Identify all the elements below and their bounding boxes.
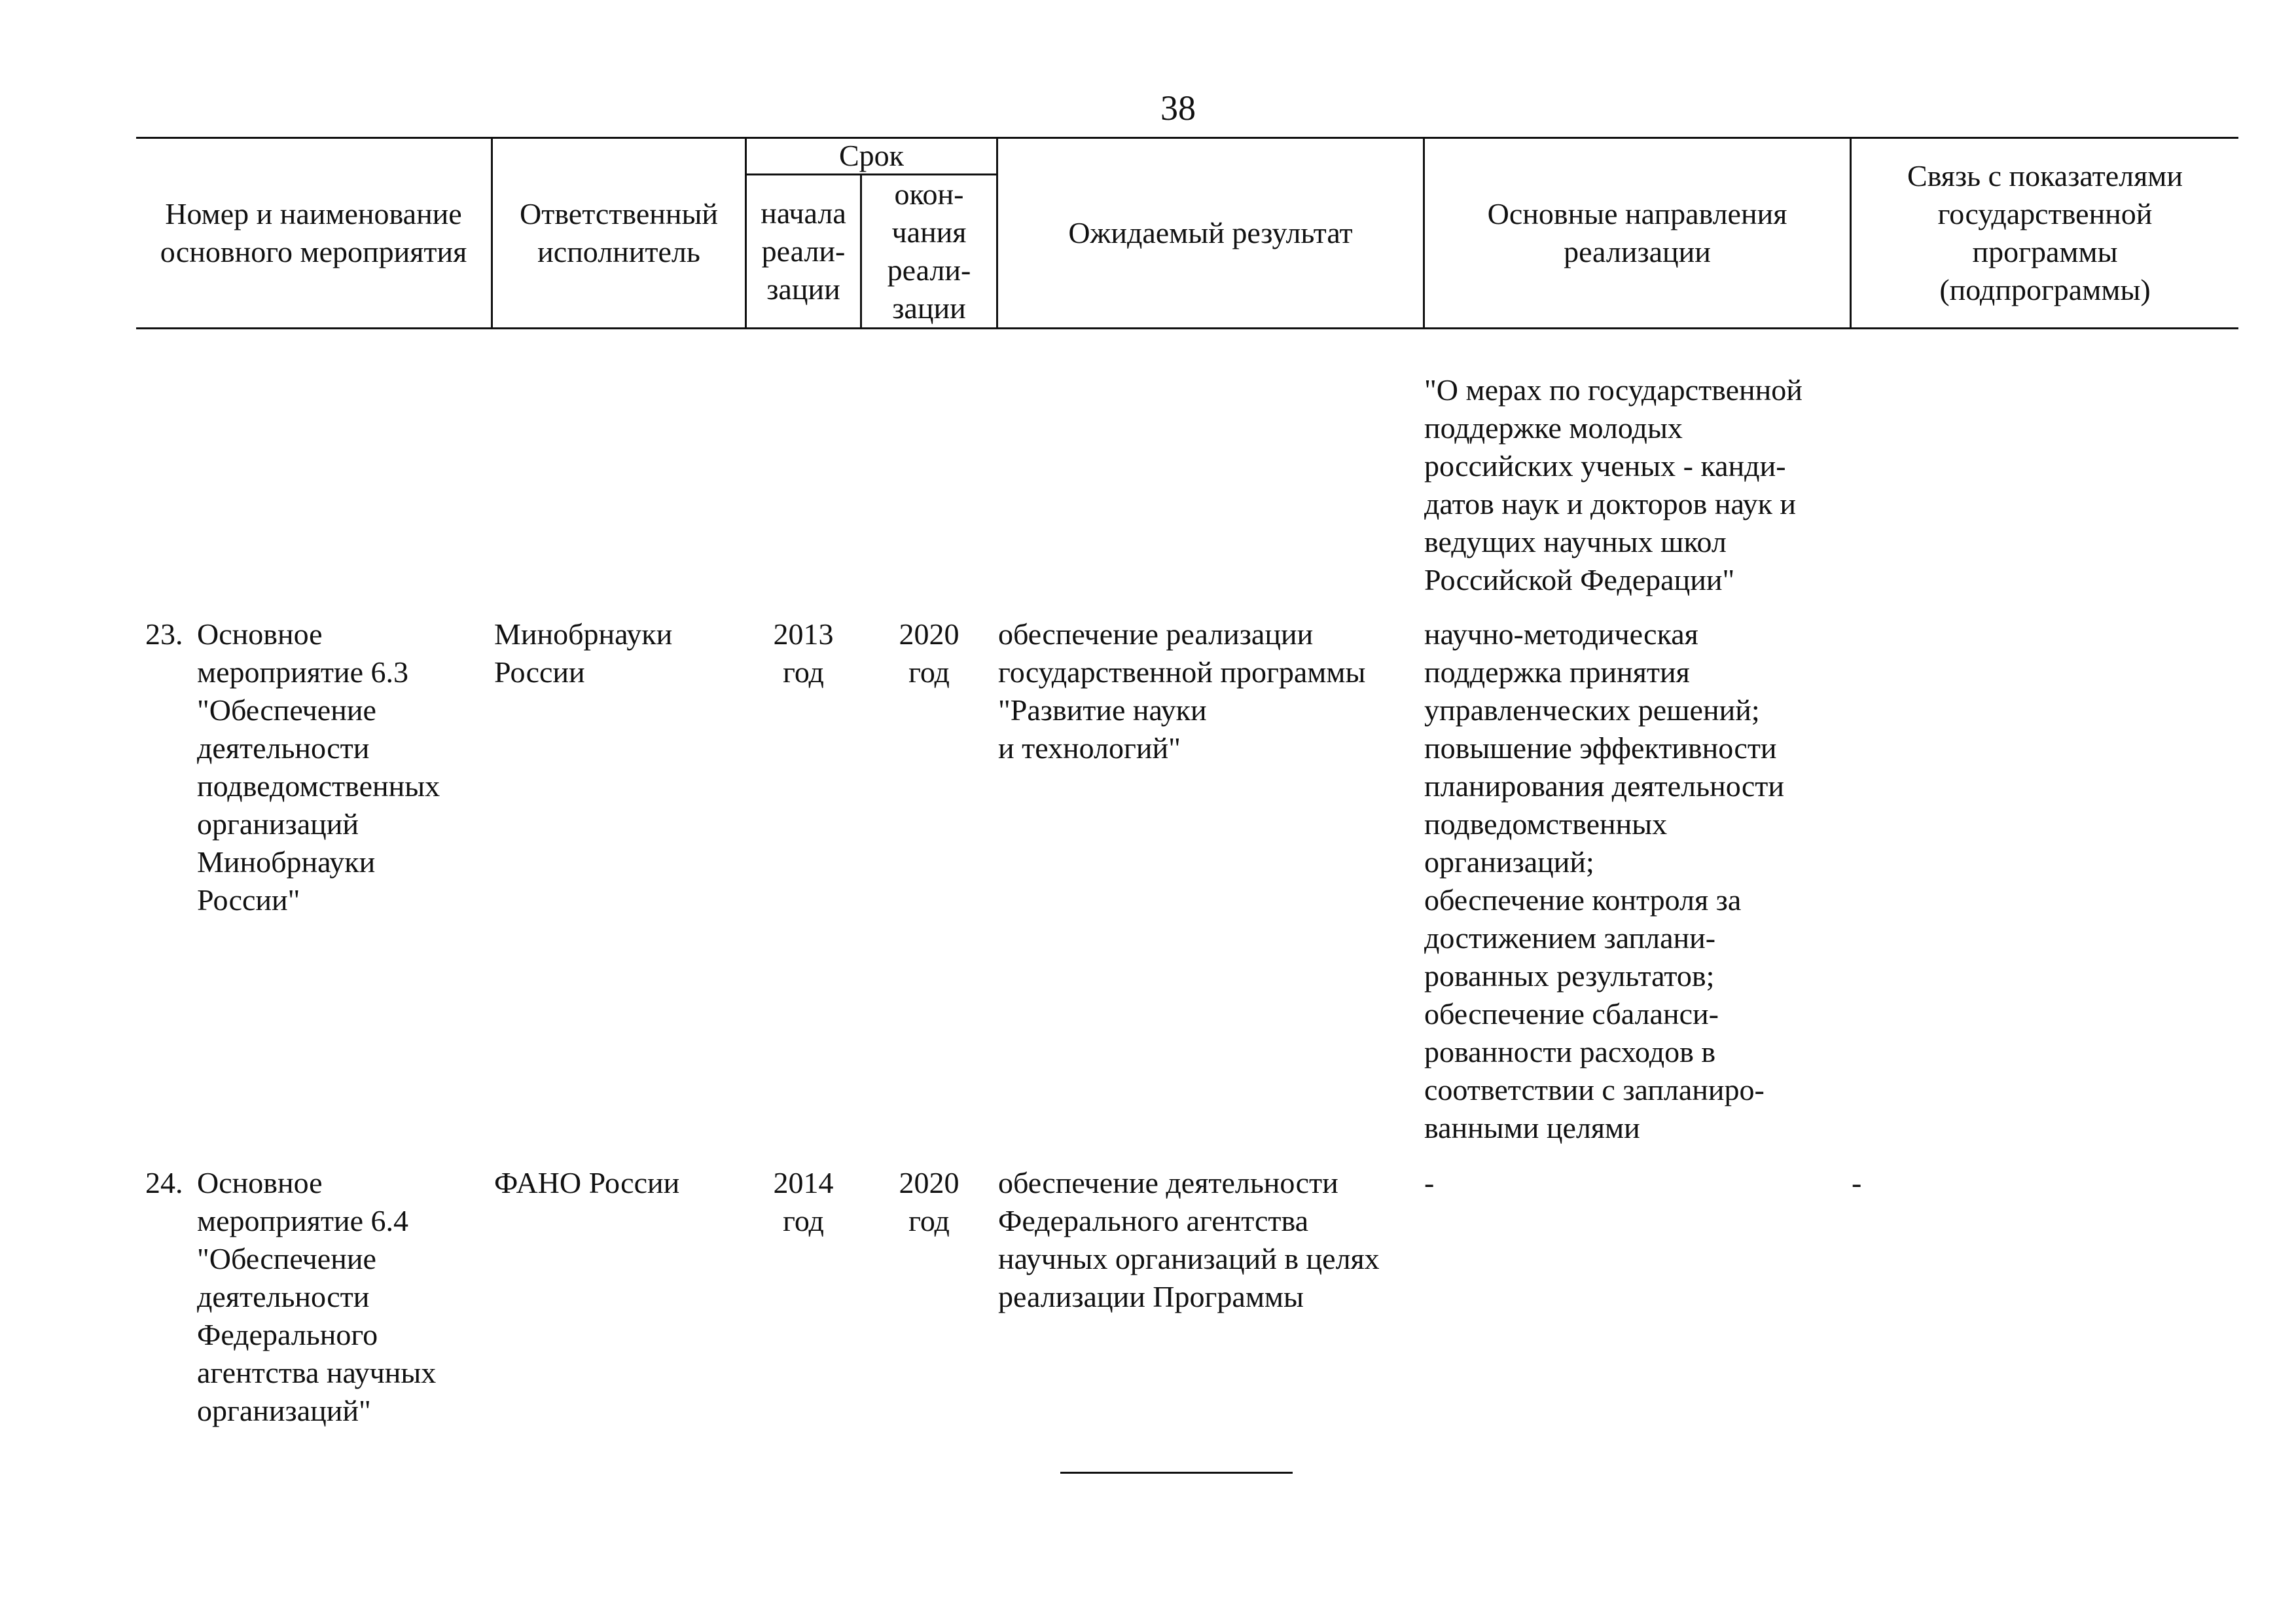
header-event-name: Номер и наименование основного мероприятия (160, 197, 467, 268)
row-23-directions: научно-методическая поддержка принятия управленческих решений; повышение эффективности планирования деятельности подведомственных организаций; обеспечение контроля за достижением заплани- рованных результатов; обеспечение сбаланси- рованности расходов в соответствии с запланиро- ванными целями (1424, 617, 1784, 1144)
row-24-number: 24. (145, 1166, 183, 1199)
row-23-end-year: 2020 год (899, 617, 960, 689)
header-expected-result: Ожидаемый результат (1068, 216, 1353, 249)
end-of-table-rule (1060, 1472, 1293, 1474)
continuation-directions: "О мерах по государственной поддержке молодых российских ученых - канди- датов наук и докторов наук и ведущих научных школ Российской Федерации" (1424, 373, 1803, 596)
header-indicators-link: Связь с показателями государственной программы (подпрограммы) (1907, 159, 2183, 306)
row-23-executor: Минобрнауки России (494, 617, 673, 689)
header-executor: Ответственный исполнитель (520, 197, 718, 268)
row-23-number: 23. (145, 617, 183, 651)
row-24-directions: - (1424, 1166, 1435, 1199)
row-24-executor: ФАНО России (494, 1166, 680, 1199)
header-srok: Срок (838, 139, 905, 172)
row-23-expected-result: обеспечение реализации государственной программы "Развитие науки и технологий" (998, 617, 1366, 765)
row-24-indicators-link: - (1852, 1166, 1862, 1199)
row-23-start-year: 2013 год (773, 617, 834, 689)
row-24-end-year: 2020 год (899, 1166, 960, 1237)
row-24-expected-result: обеспечение деятельности Федерального агентства научных организаций в целях реализации Программы (998, 1166, 1380, 1313)
header-bottom-rule (136, 327, 2238, 329)
header-end: окон- чания реали- зации (887, 177, 971, 325)
row-24-start-year: 2014 год (773, 1166, 834, 1237)
header-directions: Основные направления реализации (1487, 197, 1787, 268)
header-start: начала реали- зации (761, 196, 846, 306)
row-24-name: Основное мероприятие 6.4 "Обеспечение деятельности Федерального агентства научных организаций" (197, 1166, 437, 1427)
page-number: 38 (1160, 88, 1196, 128)
row-23-name: Основное мероприятие 6.3 "Обеспечение деятельности подведомственных организаций Минобрнауки России" (197, 617, 440, 917)
